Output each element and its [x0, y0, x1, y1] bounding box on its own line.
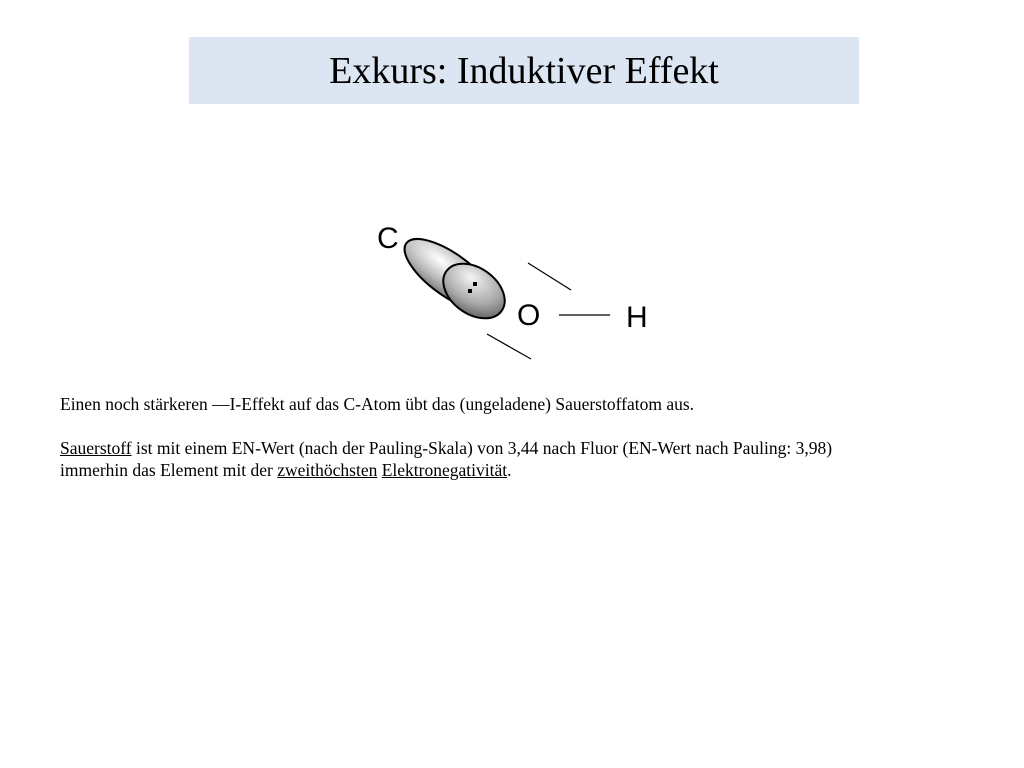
paragraph2-text-a: ist mit einem EN-Wert (nach der Pauling-Skala) von 3,44 nach Fluor (EN-Wert nach Pauling: 3,98): [131, 438, 833, 458]
paragraph2-text-b: immerhin das Element mit der: [60, 460, 278, 480]
body-text: [60, 393, 960, 481]
electron-dot: [468, 289, 472, 293]
link-zweithoechsten[interactable]: zweithöchsten: [277, 460, 378, 480]
molecule-diagram: [360, 210, 660, 370]
bond-orbital-graphic: [360, 210, 660, 370]
electron-dot: [473, 282, 477, 286]
slide-title: Exkurs: Induktiver Effekt: [329, 49, 719, 92]
atom-oxygen-label: O: [517, 299, 541, 332]
title-banner: [189, 37, 859, 104]
atom-hydrogen-label: H: [626, 301, 648, 334]
paragraph-inductive-effect: Einen noch stärkeren —I-Effekt auf das C-Atom übt das (ungeladene) Sauerstoffatom aus.: [60, 394, 695, 414]
lone-pair-line-upper: [528, 263, 571, 290]
atom-carbon-label: C: [377, 222, 399, 255]
link-elektronegativitaet[interactable]: Elektronegativität: [381, 460, 508, 480]
link-sauerstoff[interactable]: Sauerstoff: [60, 438, 132, 458]
paragraph-electronegativity: [60, 437, 960, 481]
paragraph2-text-d: .: [507, 460, 512, 480]
paragraph-spacer: [60, 415, 960, 437]
lone-pair-line-lower: [487, 334, 531, 359]
